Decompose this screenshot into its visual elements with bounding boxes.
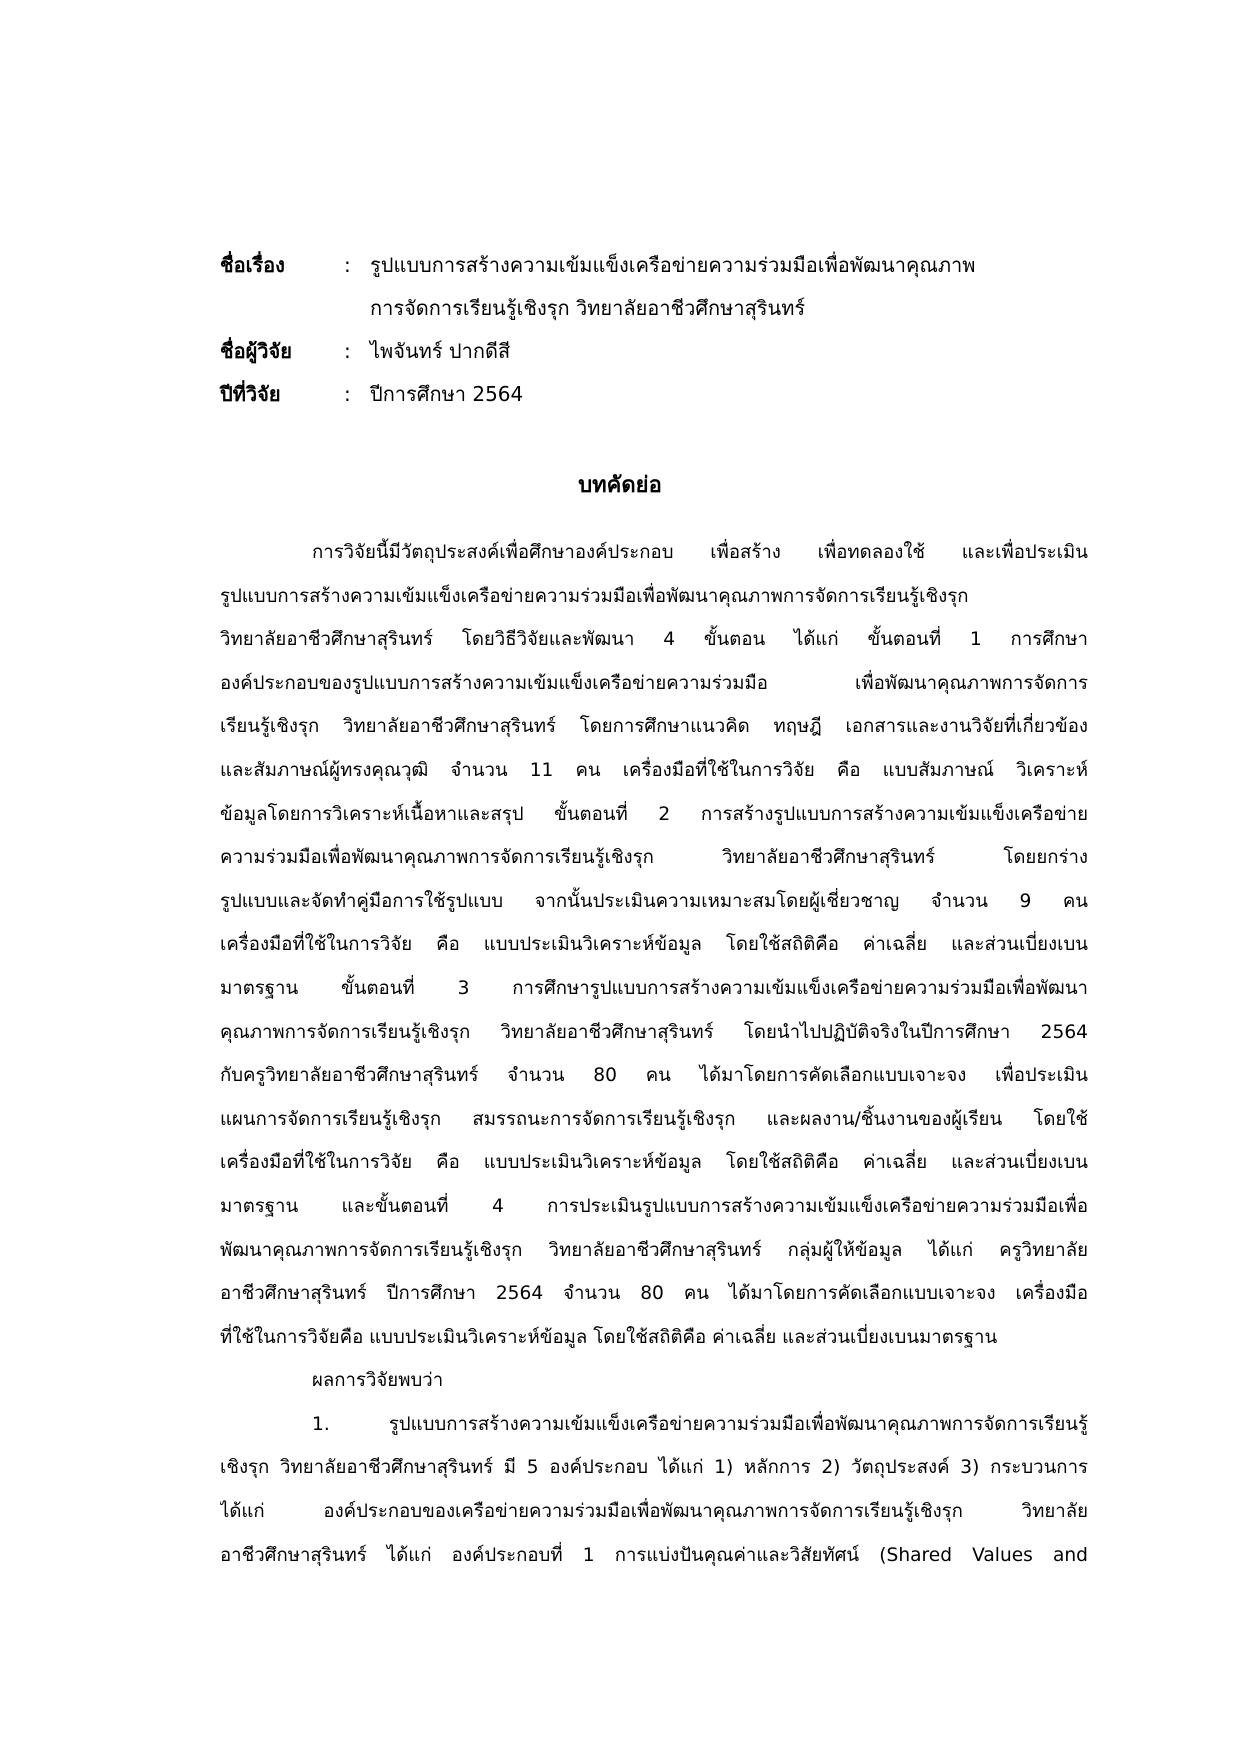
abstract-line: วิทยาลัยอาชีวศึกษาสุรินทร์ โดยวิธีวิจัยและพัฒนา 4 ขั้นตอน ได้แก่ ขั้นตอนที่ 1 การศึกษา	[220, 629, 1088, 651]
abstract-line: รูปแบบการสร้างความเข้มแข็งเครือข่ายความร่วมมือเพื่อพัฒนาคุณภาพการจัดการเรียนรู้เชิงรุก	[220, 585, 969, 607]
abstract-line: แผนการจัดการเรียนรู้เชิงรุก สมรรถนะการจัดการเรียนรู้เชิงรุก และผลงาน/ชิ้นงานของผู้เรียน โดยใช้	[220, 1108, 1088, 1130]
abstract-line: มาตรฐาน ขั้นตอนที่ 3 การศึกษารูปแบบการสร้างความเข้มแข็งเครือข่ายความร่วมมือเพื่อพัฒนา	[220, 977, 1088, 999]
abstract-line: และสัมภาษณ์ผู้ทรงคุณวุฒิ จำนวน 11 คน เครื่องมือที่ใช้ในการวิจัย คือ แบบสัมภาษณ์ วิเคราะห์	[220, 759, 1088, 781]
title-line-1: รูปแบบการสร้างความเข้มแข็งเครือข่ายความร่วมมือเพื่อพัฒนาคุณภาพ	[370, 253, 976, 277]
title-line-2: การจัดการเรียนรู้เชิงรุก วิทยาลัยอาชีวศึกษาสุรินทร์	[370, 296, 806, 320]
year-row	[220, 373, 1080, 416]
title-row	[220, 244, 1080, 330]
abstract-line: เครื่องมือที่ใช้ในการวิจัย คือ แบบประเมินวิเคราะห์ข้อมูล โดยใช้สถิติคือ ค่าเฉลี่ย และส่วนเบี่ยงเบน	[220, 934, 1088, 956]
abstract-line: อาชีวศึกษาสุรินทร์ ได้แก่ องค์ประกอบที่ 1 การแบ่งปันคุณค่าและวิสัยทัศน์ (Shared Values and	[220, 1544, 1088, 1566]
abstract-line: รูปแบบและจัดทำคู่มือการใช้รูปแบบ จากนั้นประเมินความเหมาะสมโดยผู้เชี่ยวชาญ จำนวน 9 คน	[220, 890, 1088, 912]
researcher-colon: :	[344, 339, 351, 363]
abstract-line: เชิงรุก วิทยาลัยอาชีวศึกษาสุรินทร์ มี 5 องค์ประกอบ ได้แก่ 1) หลักการ 2) วัตถุประสงค์ 3) กระบวนการ	[220, 1457, 1088, 1479]
title-colon: :	[344, 253, 351, 277]
researcher-value: ไพจันทร์ ปากดีสี	[370, 339, 511, 363]
researcher-row	[220, 330, 1080, 373]
abstract-line: ที่ใช้ในการวิจัยคือ แบบประเมินวิเคราะห์ข้อมูล โดยใช้สถิติคือ ค่าเฉลี่ย และส่วนเบี่ยงเบนมาตรฐาน	[220, 1326, 998, 1348]
abstract-line: การวิจัยนี้มีวัตถุประสงค์เพื่อศึกษาองค์ประกอบ เพื่อสร้าง เพื่อทดลองใช้ และเพื่อประเมิน	[312, 542, 1088, 563]
abstract-heading: บทคัดย่อ	[578, 473, 662, 498]
researcher-label: ชื่อผู้วิจัย	[220, 339, 292, 363]
year-colon: :	[344, 382, 351, 406]
abstract-line: คุณภาพการจัดการเรียนรู้เชิงรุก วิทยาลัยอาชีวศึกษาสุรินทร์ โดยนำไปปฏิบัติจริงในปีการศึกษา 2564	[220, 1021, 1088, 1043]
results-intro: ผลการวิจัยพบว่า	[312, 1370, 444, 1392]
title-label: ชื่อเรื่อง	[220, 253, 285, 277]
title-block	[220, 244, 1080, 416]
year-label: ปีที่วิจัย	[220, 382, 281, 406]
abstract-line: ได้แก่ องค์ประกอบของเครือข่ายความร่วมมือเพื่อพัฒนาคุณภาพการจัดการเรียนรู้เชิงรุก วิทยาลัย	[220, 1501, 1088, 1523]
abstract-line: อาชีวศึกษาสุรินทร์ ปีการศึกษา 2564 จำนวน 80 คน ได้มาโดยการคัดเลือกแบบเจาะจง เครื่องมือ	[220, 1283, 1088, 1305]
abstract-line: ข้อมูลโดยการวิเคราะห์เนื้อหาและสรุป ขั้นตอนที่ 2 การสร้างรูปแบบการสร้างความเข้มแข็งเครือข่าย	[220, 803, 1088, 825]
abstract-line: ความร่วมมือเพื่อพัฒนาคุณภาพการจัดการเรียนรู้เชิงรุก วิทยาลัยอาชีวศึกษาสุรินทร์ โดยยกร่าง	[220, 847, 1088, 869]
abstract-line: กับครูวิทยาลัยอาชีวศึกษาสุรินทร์ จำนวน 80 คน ได้มาโดยการคัดเลือกแบบเจาะจง เพื่อประเมิน	[220, 1065, 1088, 1087]
abstract-line: เรียนรู้เชิงรุก วิทยาลัยอาชีวศึกษาสุรินทร์ โดยการศึกษาแนวคิด ทฤษฎี เอกสารและงานวิจัยที่เกี่ยวข้อง	[220, 716, 1088, 738]
abstract-body	[220, 531, 1088, 1577]
abstract-line: องค์ประกอบของรูปแบบการสร้างความเข้มแข็งเครือข่ายความร่วมมือ เพื่อพัฒนาคุณภาพการจัดการ	[220, 672, 1088, 694]
abstract-line: มาตรฐาน และขั้นตอนที่ 4 การประเมินรูปแบบการสร้างความเข้มแข็งเครือข่ายความร่วมมือเพื่อ	[220, 1195, 1088, 1217]
abstract-line: พัฒนาคุณภาพการจัดการเรียนรู้เชิงรุก วิทยาลัยอาชีวศึกษาสุรินทร์ กลุ่มผู้ให้ข้อมูล ได้แก่ ครูวิทยาลัย	[220, 1239, 1088, 1261]
abstract-line: เครื่องมือที่ใช้ในการวิจัย คือ แบบประเมินวิเคราะห์ข้อมูล โดยใช้สถิติคือ ค่าเฉลี่ย และส่วนเบี่ยงเบน	[220, 1152, 1088, 1174]
result-item-1: 1. รูปแบบการสร้างความเข้มแข็งเครือข่ายความร่วมมือเพื่อพัฒนาคุณภาพการจัดการเรียนรู้	[312, 1413, 1088, 1435]
year-value: ปีการศึกษา 2564	[370, 382, 524, 406]
title-value	[370, 244, 1080, 330]
